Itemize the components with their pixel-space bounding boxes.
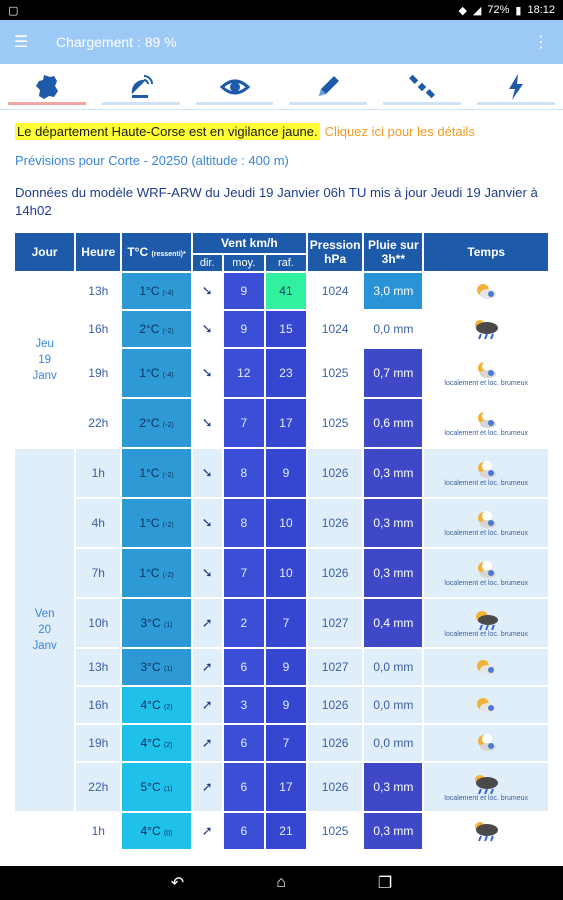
feels-like: (1)	[163, 666, 173, 673]
wind-avg-cell: 8	[224, 449, 264, 497]
model-info: Données du modèle WRF-ARW du Jeudi 19 Janvier 06h TU mis à jour Jeudi 19 Janvier à 14h02	[15, 185, 538, 218]
wind-avg-cell: 2	[224, 599, 264, 647]
wind-gust-cell: 17	[266, 399, 306, 447]
pressure-cell: 1024	[308, 311, 362, 347]
pressure-cell: 1026	[308, 763, 362, 811]
rain-cell: 0,6 mm	[364, 399, 422, 447]
feels-like: (1)	[163, 622, 173, 629]
wind-dir-cell: ➚	[193, 813, 222, 849]
temp-cell	[122, 763, 190, 811]
tab-map[interactable]	[0, 64, 94, 109]
hour-cell: 22h	[76, 763, 120, 811]
moon-cloud-icon	[473, 510, 499, 530]
weather-cell	[424, 349, 548, 397]
france-map-icon	[32, 72, 62, 102]
moon-cloud-icon	[473, 733, 499, 753]
clock: 18:12	[527, 4, 555, 16]
header-raf: raf.	[266, 255, 306, 271]
forecast-row	[15, 449, 548, 497]
header-heure: Heure	[76, 233, 120, 271]
wind-gust-cell: 10	[266, 549, 306, 597]
wind-dir-cell: ➘	[193, 311, 222, 347]
temp-value: 2°C	[139, 322, 160, 336]
temp-value: 4°C	[140, 736, 161, 750]
forecast-table-body	[15, 273, 548, 849]
tab-radar[interactable]	[375, 64, 469, 109]
lightning-icon	[501, 72, 531, 102]
cloud-rain-icon	[472, 820, 500, 842]
feels-like: (-4)	[162, 290, 174, 297]
pressure-cell: 1026	[308, 725, 362, 761]
tab-observations[interactable]	[188, 64, 282, 109]
weather-cell	[424, 449, 548, 497]
app-title: Chargement : 89 %	[56, 34, 177, 50]
moon-cloud-icon	[473, 360, 499, 380]
header-temp-label: T°C	[127, 245, 149, 259]
rain-cell: 0,0 mm	[364, 311, 422, 347]
feels-like: (0)	[163, 830, 173, 837]
pressure-cell: 1026	[308, 499, 362, 547]
rain-cell: 0,3 mm	[364, 549, 422, 597]
wind-avg-cell: 3	[224, 687, 264, 723]
tab-lightning[interactable]	[469, 64, 563, 109]
forecast-location: Prévisions pour Corte - 20250 (altitude : 400 m)	[15, 153, 289, 168]
moon-cloud-icon	[473, 460, 499, 480]
wind-dir-cell: ➘	[193, 273, 222, 309]
wind-dir-cell: ➘	[193, 449, 222, 497]
wind-gust-cell: 9	[266, 449, 306, 497]
wind-gust-cell: 15	[266, 311, 306, 347]
main-content	[0, 124, 563, 851]
hour-cell: 13h	[76, 273, 120, 309]
hour-cell: 19h	[76, 725, 120, 761]
rain-cell: 0,3 mm	[364, 449, 422, 497]
pressure-cell: 1026	[308, 687, 362, 723]
forecast-row	[15, 349, 548, 397]
wind-gust-cell: 23	[266, 349, 306, 397]
weather-cell	[424, 599, 548, 647]
wind-avg-cell: 7	[224, 399, 264, 447]
rain-cell: 0,7 mm	[364, 349, 422, 397]
feels-like: (-2)	[162, 572, 174, 579]
day-cell: Ven 20 Janv	[15, 449, 74, 811]
header-vent: Vent km/h	[193, 233, 306, 253]
forecast-row	[15, 549, 548, 597]
feels-like: (1)	[163, 786, 173, 793]
wind-dir-cell: ➘	[193, 499, 222, 547]
pencil-icon	[313, 72, 343, 102]
cloud-rain-icon	[472, 318, 500, 340]
wind-gust-cell: 41	[266, 273, 306, 309]
temp-value: 3°C	[140, 616, 161, 630]
wind-gust-cell: 9	[266, 687, 306, 723]
android-nav-bar	[0, 866, 563, 900]
rain-cell: 0,4 mm	[364, 599, 422, 647]
hour-cell: 1h	[76, 449, 120, 497]
forecast-row	[15, 399, 548, 447]
hamburger-menu-icon[interactable]: ☰	[14, 34, 29, 51]
back-icon[interactable]: ↶	[170, 875, 185, 892]
temp-value: 1°C	[139, 284, 160, 298]
wind-gust-cell: 17	[266, 763, 306, 811]
header-temp-sub: (ressenti)*	[151, 251, 186, 258]
day-cell	[15, 813, 74, 849]
wind-dir-cell: ➚	[193, 687, 222, 723]
overflow-menu-icon[interactable]: ⋮	[533, 34, 549, 51]
forecast-table	[13, 231, 550, 851]
hour-cell: 16h	[76, 687, 120, 723]
temp-cell	[122, 725, 190, 761]
moon-cloud-icon	[473, 410, 499, 430]
vigilance-banner	[15, 124, 548, 139]
wind-avg-cell: 7	[224, 549, 264, 597]
cloud-rain-icon	[472, 773, 500, 795]
feels-like: (2)	[163, 704, 173, 711]
signal-icon: ◢	[472, 4, 482, 17]
temp-value: 1°C	[139, 516, 160, 530]
hour-cell: 4h	[76, 499, 120, 547]
status-left: ▢	[8, 4, 19, 17]
tab-satellite[interactable]	[94, 64, 188, 109]
pressure-cell: 1025	[308, 813, 362, 849]
sun-cloud-icon	[473, 281, 499, 301]
weather-cell	[424, 687, 548, 723]
app-bar	[0, 20, 563, 64]
pressure-cell: 1026	[308, 549, 362, 597]
wind-dir-cell: ➚	[193, 599, 222, 647]
sun-rain-icon	[472, 609, 500, 631]
wind-avg-cell: 9	[224, 273, 264, 309]
header-pression: Pression hPa	[308, 233, 362, 271]
temp-value: 5°C	[140, 780, 161, 794]
temp-value: 1°C	[139, 566, 160, 580]
weather-cell	[424, 399, 548, 447]
battery-icon: ▮	[515, 4, 522, 17]
forecast-row	[15, 649, 548, 685]
weather-note: localement et loc. brumeux	[444, 429, 529, 437]
header-jour: Jour	[15, 233, 74, 271]
wind-gust-cell: 10	[266, 499, 306, 547]
temp-value: 4°C	[140, 698, 161, 712]
wind-dir-cell: ➚	[193, 763, 222, 811]
hour-cell: 10h	[76, 599, 120, 647]
forecast-row	[15, 813, 548, 849]
header-pluie: Pluie sur 3h**	[364, 233, 422, 271]
forecast-row	[15, 273, 548, 309]
temp-cell	[122, 687, 190, 723]
temp-cell	[122, 499, 190, 547]
weather-cell	[424, 273, 548, 309]
status-right	[458, 4, 555, 17]
forecast-row	[15, 763, 548, 811]
weather-note: localement et loc. brumeux	[444, 379, 529, 387]
pressure-cell: 1025	[308, 399, 362, 447]
recents-icon[interactable]: ❐	[377, 875, 393, 892]
weather-cell	[424, 725, 548, 761]
wind-avg-cell: 6	[224, 725, 264, 761]
wind-avg-cell: 6	[224, 763, 264, 811]
wind-gust-cell: 7	[266, 599, 306, 647]
hour-cell: 1h	[76, 813, 120, 849]
weather-cell	[424, 311, 548, 347]
forecast-row	[15, 687, 548, 723]
temp-cell	[122, 449, 190, 497]
forecast-row	[15, 311, 548, 347]
hour-cell: 13h	[76, 649, 120, 685]
temp-cell	[122, 549, 190, 597]
sun-cloud-icon	[473, 695, 499, 715]
home-icon[interactable]: ⌂	[276, 874, 286, 891]
rain-cell: 0,3 mm	[364, 813, 422, 849]
header-temp	[122, 233, 190, 271]
rain-cell: 0,0 mm	[364, 649, 422, 685]
temp-value: 1°C	[139, 366, 160, 380]
forecast-row	[15, 725, 548, 761]
wind-avg-cell: 8	[224, 499, 264, 547]
wind-dir-cell: ➚	[193, 649, 222, 685]
temp-cell	[122, 399, 190, 447]
battery-level: 72%	[487, 4, 510, 16]
hour-cell: 22h	[76, 399, 120, 447]
weather-note: localement et loc. brumeux	[444, 579, 529, 587]
wind-dir-cell: ➚	[193, 725, 222, 761]
tab-bar	[0, 64, 563, 110]
wind-gust-cell: 21	[266, 813, 306, 849]
temp-cell	[122, 349, 190, 397]
temp-cell	[122, 649, 190, 685]
wind-avg-cell: 6	[224, 649, 264, 685]
header-dir: dir.	[193, 255, 222, 271]
rain-cell: 0,0 mm	[364, 725, 422, 761]
weather-note: localement et loc. brumeux	[444, 479, 529, 487]
wind-dir-cell: ➘	[193, 549, 222, 597]
temp-cell	[122, 599, 190, 647]
temp-cell	[122, 311, 190, 347]
feels-like: (-2)	[162, 422, 174, 429]
satellite-dish-icon	[126, 72, 156, 102]
header-temps: Temps	[424, 233, 548, 271]
temp-value: 2°C	[139, 416, 160, 430]
pressure-cell: 1027	[308, 649, 362, 685]
eye-icon	[220, 72, 250, 102]
wind-avg-cell: 12	[224, 349, 264, 397]
wifi-icon: ◆	[458, 4, 467, 17]
pressure-cell: 1025	[308, 349, 362, 397]
wind-dir-cell: ➘	[193, 399, 222, 447]
forecast-row	[15, 599, 548, 647]
wind-gust-cell: 9	[266, 649, 306, 685]
pressure-cell: 1024	[308, 273, 362, 309]
weather-note: localement et loc. brumeux	[444, 794, 529, 802]
feels-like: (-2)	[162, 472, 174, 479]
weather-cell	[424, 813, 548, 849]
hour-cell: 7h	[76, 549, 120, 597]
temp-value: 4°C	[140, 824, 161, 838]
rain-cell: 0,3 mm	[364, 499, 422, 547]
weather-note: localement et loc. brumeux	[444, 630, 529, 638]
weather-cell	[424, 499, 548, 547]
rain-cell: 0,3 mm	[364, 763, 422, 811]
sun-cloud-icon	[473, 657, 499, 677]
satellite-icon	[407, 72, 437, 102]
weather-cell	[424, 549, 548, 597]
wind-avg-cell: 9	[224, 311, 264, 347]
rain-cell: 3,0 mm	[364, 273, 422, 309]
temp-value: 3°C	[140, 660, 161, 674]
temp-value: 1°C	[139, 466, 160, 480]
wind-avg-cell: 6	[224, 813, 264, 849]
hour-cell: 19h	[76, 349, 120, 397]
rain-cell: 0,0 mm	[364, 687, 422, 723]
feels-like: (2)	[163, 742, 173, 749]
hour-cell: 16h	[76, 311, 120, 347]
vigilance-details-link[interactable]: Cliquez ici pour les détails	[324, 124, 475, 139]
tab-edit[interactable]	[281, 64, 375, 109]
moon-cloud-icon	[473, 560, 499, 580]
weather-note: localement et loc. brumeux	[444, 529, 529, 537]
pressure-cell: 1027	[308, 599, 362, 647]
pressure-cell: 1026	[308, 449, 362, 497]
day-cell: Jeu 19 Janv	[15, 273, 74, 447]
vigilance-text: Le département Haute-Corse est en vigilance jaune.	[17, 124, 318, 139]
header-moy: moy.	[224, 255, 264, 271]
forecast-row	[15, 499, 548, 547]
temp-cell	[122, 273, 190, 309]
feels-like: (-2)	[162, 328, 174, 335]
weather-cell	[424, 649, 548, 685]
temp-cell	[122, 813, 190, 849]
feels-like: (-4)	[162, 372, 174, 379]
status-bar	[0, 0, 563, 20]
wind-gust-cell: 7	[266, 725, 306, 761]
wind-dir-cell: ➘	[193, 349, 222, 397]
weather-cell	[424, 763, 548, 811]
feels-like: (-2)	[162, 522, 174, 529]
